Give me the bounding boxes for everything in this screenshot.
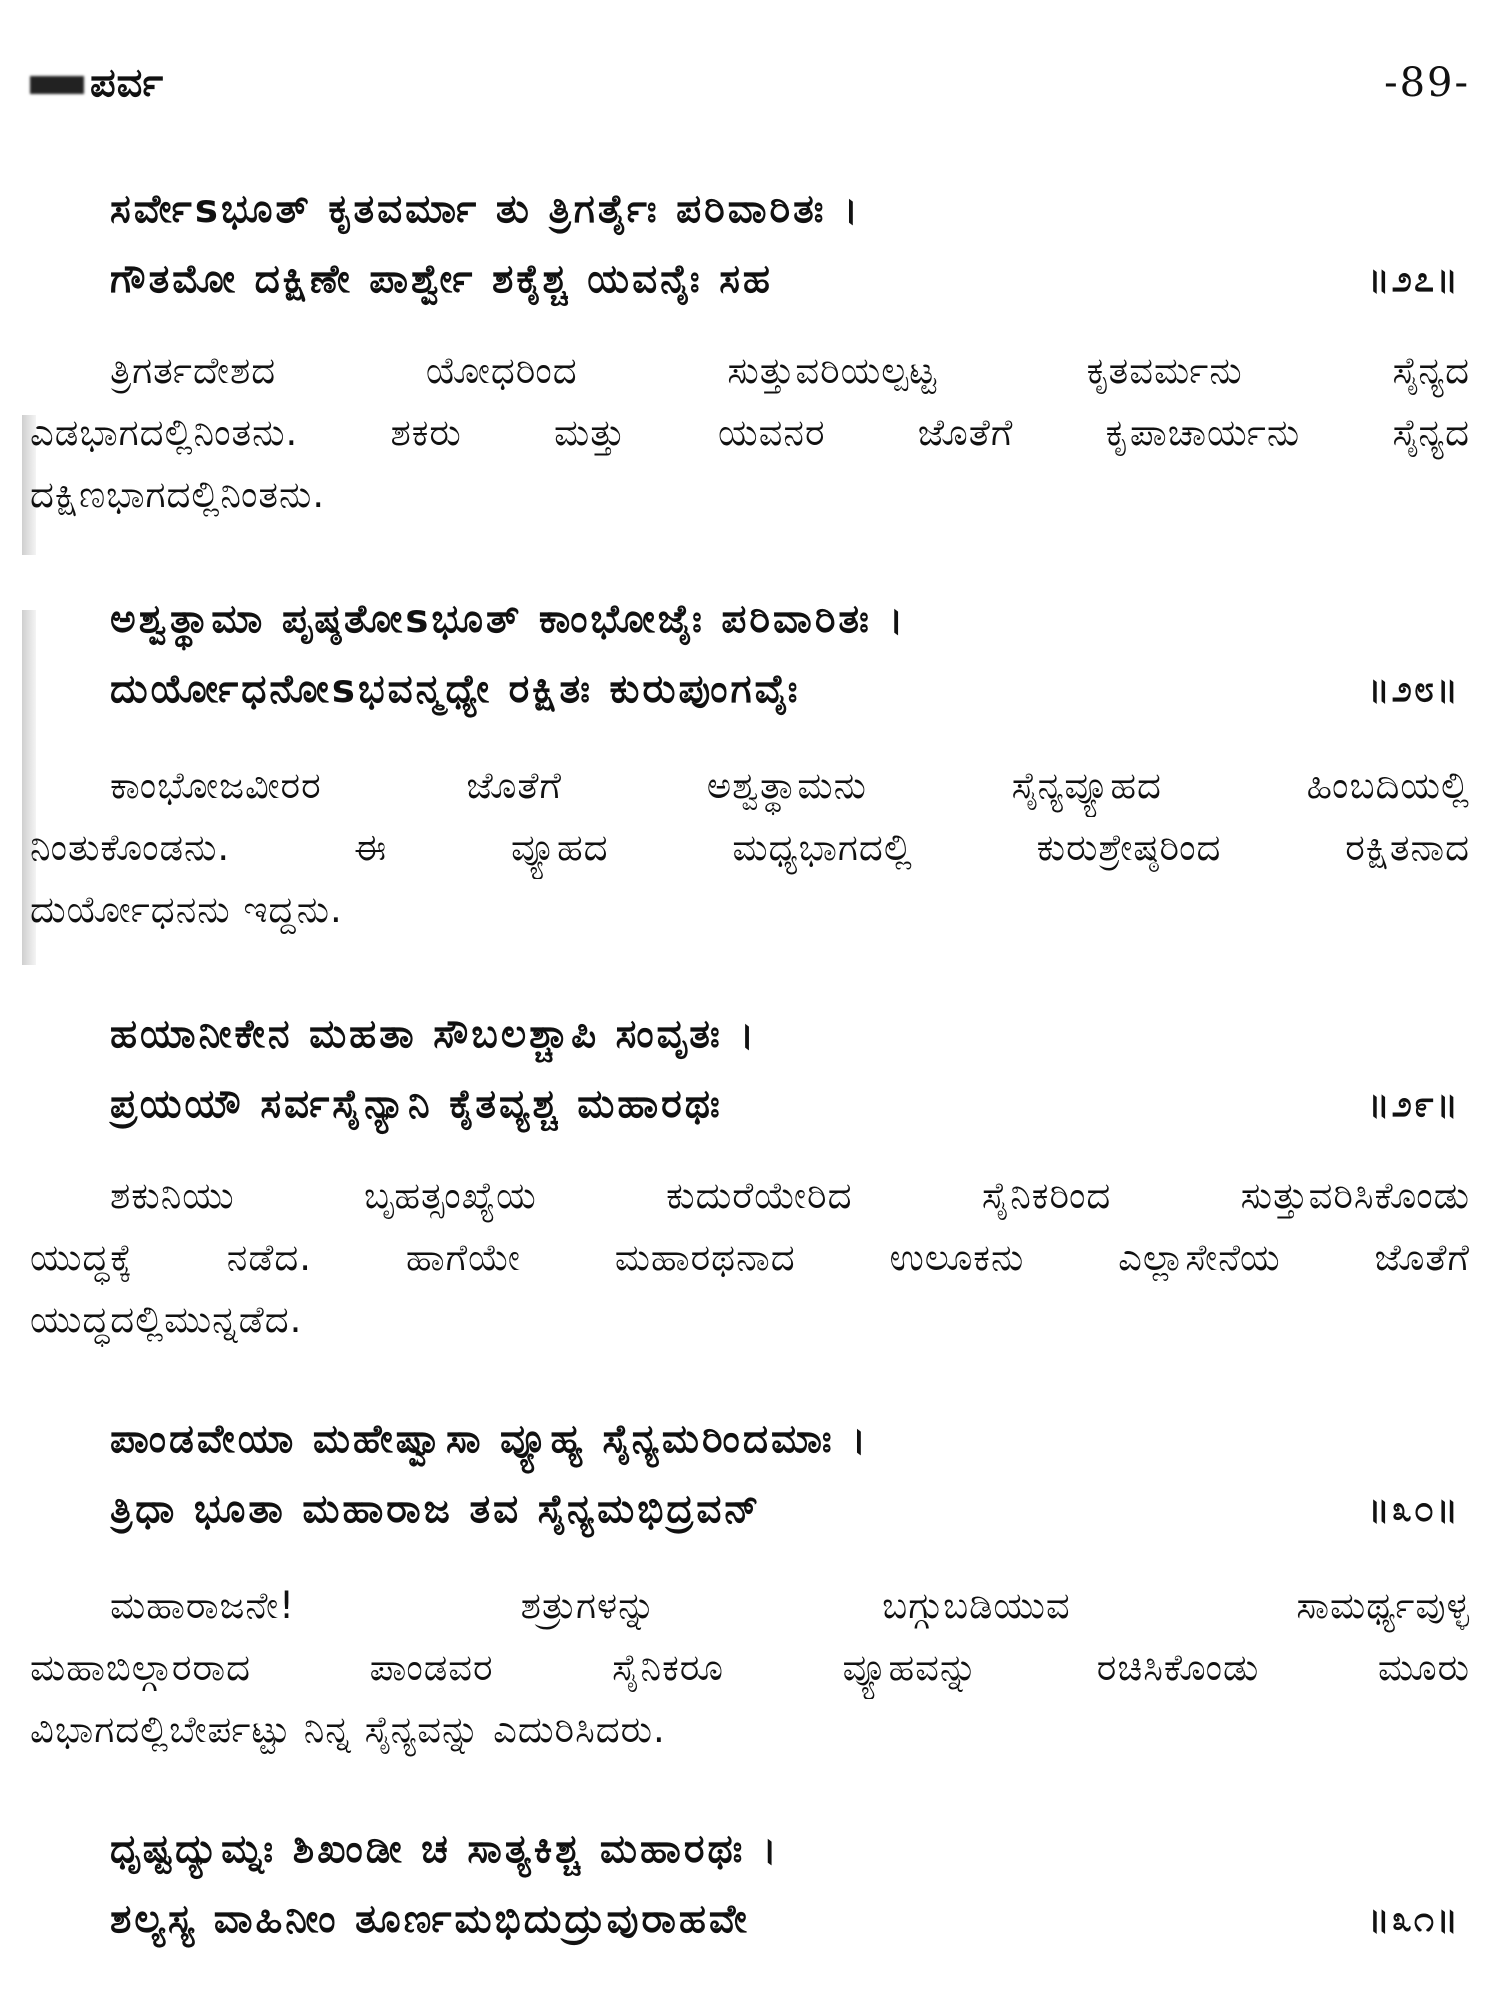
- running-head-text: ಪರ್ವ: [90, 60, 165, 106]
- running-head: [30, 60, 164, 106]
- verse-block: [110, 1405, 1460, 1545]
- verse-text: ತ್ರಿಧಾ ಭೂತಾ ಮಹಾರಾಜ ತವ ಸೈನ್ಯಮಭಿದ್ರವನ್: [110, 1487, 762, 1532]
- paragraph-line: ಯುದ್ಧದಲ್ಲಿಮುನ್ನಡೆದ.: [30, 1298, 303, 1341]
- page-number: -89-: [1384, 60, 1470, 106]
- verse-text: ಶಲ್ಯಸ್ಯ ವಾಹಿನೀಂ ತೂರ್ಣಮಭಿದುದ್ರುವುರಾಹವೇ: [110, 1897, 750, 1942]
- verse-line: [110, 655, 1460, 725]
- paragraph-line: ಎಡಭಾಗದಲ್ಲಿನಿಂತನು. ಶಕರು ಮತ್ತು ಯವನರ ಜೊತೆಗೆ ಕೃಪಾಚಾರ್ಯನು ಸೈನ್ಯದ: [30, 411, 1470, 454]
- translation-paragraph: [30, 755, 1470, 941]
- verse-line: ಧೃಷ್ಟದ್ಯುಮ್ನಃ ಶಿಖಂಡೀ ಚ ಸಾತ್ಯಕಿಶ್ಚ ಮಹಾರಥಃ ।: [110, 1827, 780, 1872]
- verse-block: [110, 1815, 1460, 1955]
- verse-block: [110, 585, 1460, 725]
- verse-number: ॥೩೧॥: [1367, 1899, 1460, 1940]
- paragraph-line: ದಕ್ಷಿಣಭಾಗದಲ್ಲಿನಿಂತನು.: [30, 473, 326, 516]
- verse-number: ॥೨೭॥: [1367, 259, 1460, 300]
- verse-line: [110, 245, 1460, 315]
- page-header: [30, 60, 1470, 120]
- verse-text: ಪ್ರಯಯೌ ಸರ್ವಸೈನ್ಯಾನಿ ಕೈತವ್ಯಶ್ಚ ಮಹಾರಥಃ: [110, 1082, 723, 1127]
- verse-number: ॥೨೮॥: [1367, 669, 1460, 710]
- paragraph-line: ಕಾಂಭೋಜವೀರರ ಜೊತೆಗೆ ಅಶ್ವತ್ಥಾಮನು ಸೈನ್ಯವ್ಯೂಹದ ಹಿಂಬದಿಯಲ್ಲಿ: [110, 764, 1470, 807]
- translation-paragraph: [30, 1575, 1470, 1761]
- verse-number: ॥೩೦॥: [1367, 1489, 1460, 1530]
- verse-block: [110, 175, 1460, 315]
- paragraph-line: ದುರ್ಯೋಧನನು ಇದ್ದನು.: [30, 888, 343, 931]
- paragraph-line: ವಿಭಾಗದಲ್ಲಿಬೇರ್ಪಟ್ಟು ನಿನ್ನ ಸೈನ್ಯವನ್ನು ಎದುರಿಸಿದರು.: [30, 1708, 666, 1751]
- paragraph-line: ಮಹಾರಾಜನೇ! ಶತ್ರುಗಳನ್ನು ಬಗ್ಗುಬಡಿಯುವ ಸಾಮರ್ಥ್ಯವುಳ್ಳ: [110, 1584, 1470, 1627]
- verse-line: [110, 1885, 1460, 1955]
- smudged-text: [30, 76, 84, 94]
- verse-line: ಹಯಾನೀಕೇನ ಮಹತಾ ಸೌಬಲಶ್ಚಾಪಿ ಸಂವೃತಃ ।: [110, 1012, 758, 1057]
- verse-line: ಪಾಂಡವೇಯಾ ಮಹೇಷ್ವಾಸಾ ವ್ಯೂಹ್ಯ ಸೈನ್ಯಮರಿಂದಮಾಃ ।: [110, 1417, 869, 1462]
- verse-line: ಅಶ್ವತ್ಥಾಮಾ ಪೃಷ್ಠತೋsಭೂತ್ ಕಾಂಭೋಜೈಃ ಪರಿವಾರಿತಃ ।: [110, 597, 907, 642]
- paragraph-line: ನಿಂತುಕೊಂಡನು. ಈ ವ್ಯೂಹದ ಮಧ್ಯಭಾಗದಲ್ಲಿ ಕುರುಶ್ರೇಷ್ಠರಿಂದ ರಕ್ಷಿತನಾದ: [30, 826, 1470, 869]
- translation-paragraph: [30, 340, 1470, 526]
- paragraph-line: ಶಕುನಿಯು ಬೃಹತ್ಸಂಖ್ಯೆಯ ಕುದುರೆಯೇರಿದ ಸೈನಿಕರಿಂದ ಸುತ್ತುವರಿಸಿಕೊಂಡು: [110, 1174, 1470, 1217]
- verse-text: ಗೌತಮೋ ದಕ್ಷಿಣೇ ಪಾರ್ಶ್ವೇ ಶಕೈಶ್ಚ ಯವನೈಃ ಸಹ: [110, 257, 773, 302]
- verse-text: ದುರ್ಯೋಧನೋsಭವನ್ಮಧ್ಯೇ ರಕ್ಷಿತಃ ಕುರುಪುಂಗವೈಃ: [110, 667, 801, 712]
- verse-block: [110, 1000, 1460, 1140]
- verse-line: [110, 1475, 1460, 1545]
- paragraph-line: ಯುದ್ಧಕ್ಕೆ ನಡೆದ. ಹಾಗೆಯೇ ಮಹಾರಥನಾದ ಉಲೂಕನು ಎಲ್ಲಾಸೇನೆಯ ಜೊತೆಗೆ: [30, 1236, 1470, 1279]
- verse-line: [110, 1070, 1460, 1140]
- paragraph-line: ತ್ರಿಗರ್ತದೇಶದ ಯೋಧರಿಂದ ಸುತ್ತುವರಿಯಲ್ಪಟ್ಟ ಕೃತವರ್ಮನು ಸೈನ್ಯದ: [110, 349, 1470, 392]
- paragraph-line: ಮಹಾಬಿಲ್ಗಾರರಾದ ಪಾಂಡವರ ಸೈನಿಕರೂ ವ್ಯೂಹವನ್ನು ರಚಿಸಿಕೊಂಡು ಮೂರು: [30, 1646, 1470, 1689]
- verse-number: ॥೨೯॥: [1367, 1084, 1460, 1125]
- translation-paragraph: [30, 1165, 1470, 1351]
- verse-line: ಸರ್ವೇsಭೂತ್ ಕೃತವರ್ಮಾ ತು ತ್ರಿಗರ್ತೈಃ ಪರಿವಾರಿತಃ ।: [110, 187, 861, 232]
